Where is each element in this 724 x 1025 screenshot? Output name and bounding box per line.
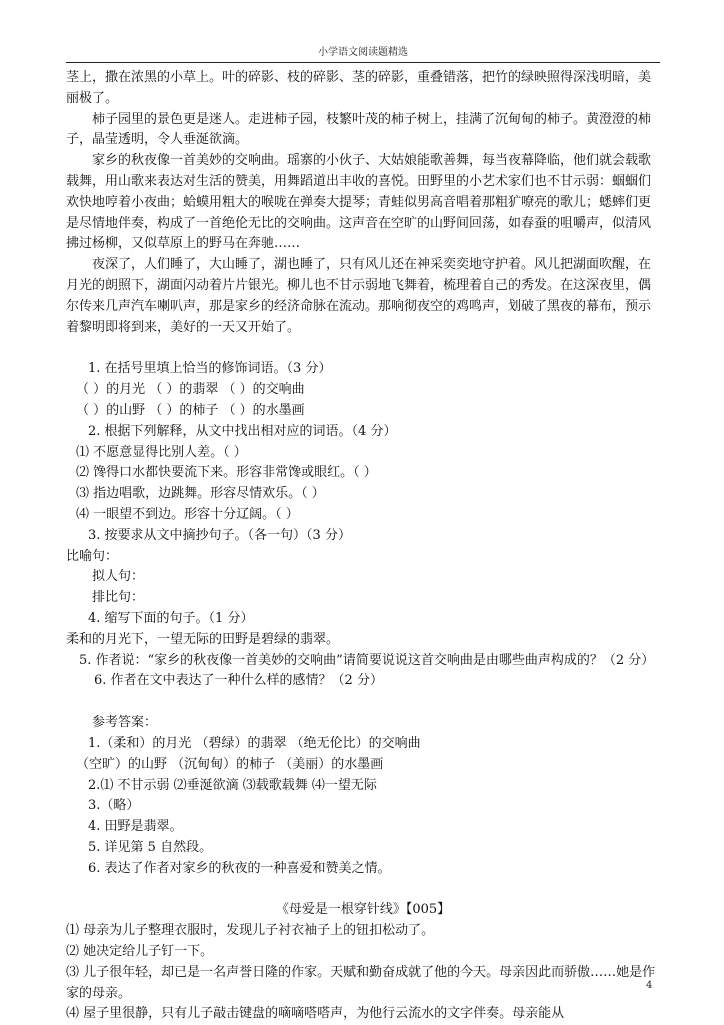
- document-body: [66, 68, 660, 1025]
- passage-paragraph: 柿子园里的景色更是迷人。走进柿子园，枝繁叶茂的柿子树上，挂满了沉甸甸的柿子。黄澄澄的柿子，晶莹透明，令人垂涎欲滴。: [66, 111, 652, 148]
- passage-2-paragraph: ⑷ 屋子里很静，只有儿子敲击键盘的嘀嘀嗒嗒声，为他行云流水的文字伴奏。母亲能从: [66, 1006, 565, 1022]
- answer-line: 4. 田野是翡翠。: [88, 819, 183, 835]
- answer-line: 3.（略）: [88, 798, 140, 814]
- spacer: [66, 692, 660, 713]
- answer-line: 5. 详见第 5 自然段。: [88, 839, 213, 855]
- question-2-item: ⑵ 馋得口水都快要流下来。形容非常馋或眼红。（ ）: [76, 465, 377, 481]
- spacer: [66, 338, 660, 359]
- question-1-line: （ ）的月光 （ ）的翡翠 （ ）的交响曲: [76, 382, 305, 398]
- answer-line: （空旷）的山野 （沉甸甸）的柿子 （美丽）的水墨画: [76, 756, 384, 772]
- passage-2-title: 《母爱是一根穿针线》【005】: [275, 902, 451, 918]
- answer-line: 6. 表达了作者对家乡的秋夜的一种喜爱和赞美之情。: [88, 860, 391, 876]
- passage-paragraph: 夜深了，人们睡了，大山睡了，湖也睡了，只有风儿还在神采奕奕地守护着。风儿把湖面吹醒，在月光的朗照下，湖面闪动着片片银光。柳儿也不甘示弱地飞舞着，梳理着自己的秀发。在这深夜里，偶尔传来几声汽车喇叭声，那是家乡的经济命脉在流动。那响彻夜空的鸡鸣声，划破了黑夜的幕布，预示着黎明即将到来，美好的一天又开始了。: [66, 257, 652, 335]
- question-4-sentence: 柔和的月光下，一望无际的田野是碧绿的翡翠。: [66, 631, 340, 647]
- question-2-item: ⑷ 一眼望不到边。形容十分辽阔。（ ）: [76, 506, 299, 522]
- question-1-line: （ ）的山野 （ ）的柿子 （ ）的水墨画: [76, 402, 305, 418]
- question-2: 2. 根据下列解释，从文中找出相对应的词语。（4 分）: [88, 423, 397, 439]
- answer-line: 1.（柔和）的月光 （碧绿）的翡翠 （绝无伦比）的交响曲: [88, 735, 421, 751]
- passage-2-paragraph: ⑵ 她决定给儿子钉一下。: [66, 944, 214, 960]
- question-6: 6. 作者在文中表达了一种什么样的感情？（2 分）: [94, 673, 383, 689]
- passage-paragraph: 家乡的秋夜像一首美妙的交响曲。瑶寨的小伙子、大姑娘能歌善舞，每当夜幕降临，他们就会载歌载舞，用山歌来表达对生活的赞美，用舞蹈道出丰收的喜悦。田野里的小艺术家们也不甘示弱：蝈蝈们欢快地哼着小夜曲；蛤蟆用粗大的喉咙在弹奏大提琴；青蛙似男高音唱着那粗犷嘹亮的歌儿；蟋蟀们更是尽情地伴奏，构成了一首绝伦无比的交响曲。这声音在空旷的山野间回荡，如春蚕的咀嚼声，似清风拂过杨柳，又似草原上的野马在奔驰……: [66, 153, 652, 252]
- passage-2-paragraph: ⑶ 儿子很年轻，却已是一名声誉日隆的作家。天赋和勤奋成就了他的今天。母亲因此而骄傲……她是作家的母亲。: [66, 964, 656, 1001]
- header-title: 小学语文阅读题精选: [318, 47, 408, 58]
- answers-title: 参考答案：: [92, 715, 158, 731]
- question-4: 4. 缩写下面的句子。（1 分）: [88, 610, 254, 626]
- question-1: 1. 在括号里填上恰当的修饰词语。（3 分）: [88, 361, 332, 377]
- spacer: [66, 879, 660, 900]
- question-2-item: ⑴ 不愿意显得比别人差。（ ）: [76, 444, 247, 460]
- passage-2-paragraph: ⑴ 母亲为儿子整理衣服时，发现儿子衬衣袖子上的钮扣松动了。: [66, 923, 435, 939]
- passage-paragraph: 茎上，撒在浓黑的小草上。叶的碎影、枝的碎影、茎的碎影，重叠错落，把竹的绿映照得深浅明暗，美丽极了。: [66, 70, 652, 106]
- question-3: 3. 按要求从文中摘抄句子。（各一句）（3 分）: [88, 527, 351, 543]
- page-header: [66, 46, 660, 63]
- question-3-item: 比喻句：: [66, 548, 119, 564]
- question-5: 5. 作者说：“家乡的秋夜像一首美妙的交响曲”请简要说说这首交响曲是由哪些曲声构成的？（2 分）: [79, 652, 655, 668]
- page-number: 4: [646, 980, 653, 991]
- answer-line: 2.⑴ 不甘示弱 ⑵垂涎欲滴 ⑶载歌载舞 ⑷一望无际: [88, 777, 377, 793]
- question-3-item: 拟人句：: [92, 569, 145, 585]
- question-3-item: 排比句：: [92, 590, 145, 606]
- question-2-item: ⑶ 指边唱歌，边跳舞。形容尽情欢乐。（ ）: [76, 486, 325, 502]
